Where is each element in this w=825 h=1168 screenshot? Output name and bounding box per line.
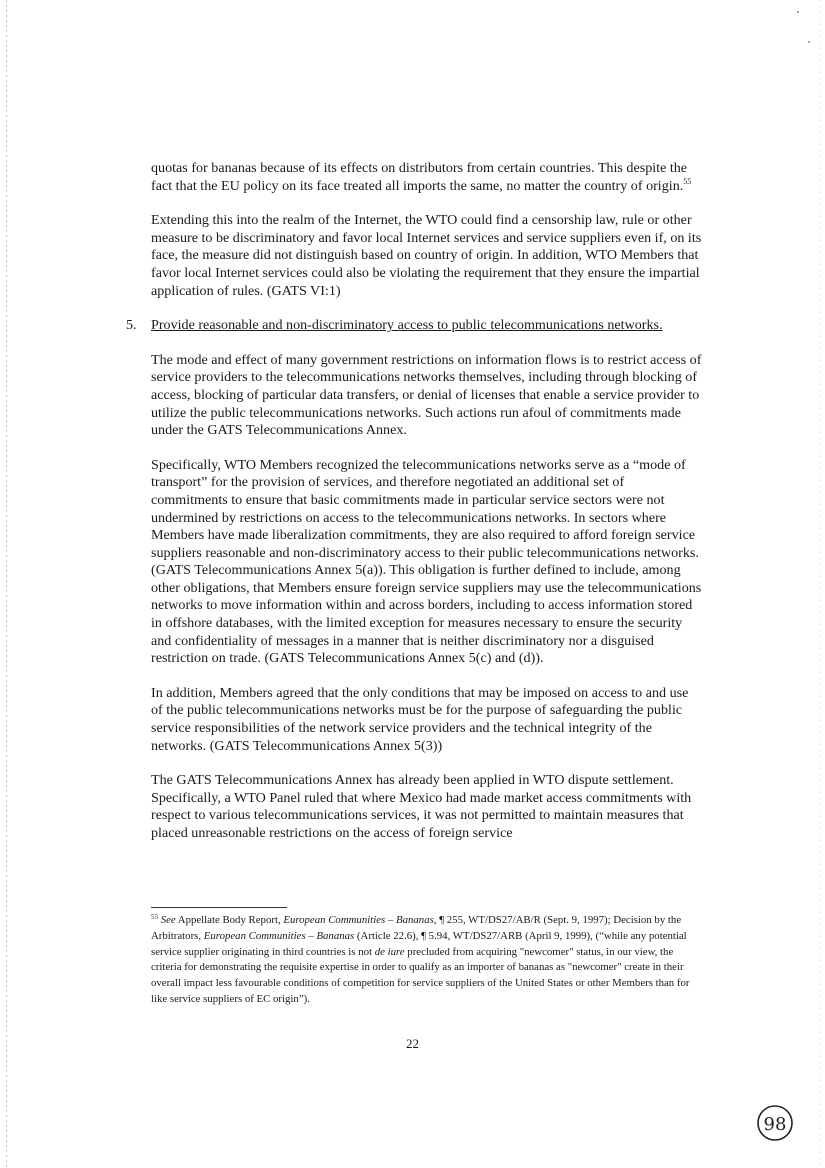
footnote-separator <box>151 907 287 908</box>
paragraph-2: Extending this into the realm of the Internet, the WTO could find a censorship law, rule or other measure to be discriminatory and favor local Internet services and service suppliers even if, on its face, the measure did not distinguish based on country of origin. In addition, WTO Members that favor local Internet services could also be violating the requirement that they ensure the impartial application of rules. (GATS VI:1) <box>151 212 702 299</box>
scan-edge-right <box>820 0 821 1168</box>
list-item-number: 5. <box>126 317 137 334</box>
paragraph-3: The mode and effect of many government restrictions on information flows is to restrict access of service providers to the telecommunications networks themselves, including through blocking of access, blocking of particular data transfers, or denial of licenses that enable a service provider to utilize the public telecommunications networks. Such actions run afoul of commitments made under the GATS Telecommunications Annex. <box>151 351 702 439</box>
scan-speck <box>797 11 799 13</box>
footnote-55: $^{55}$ See Appellate Body Report, European Communities – Bananas, ¶ 255, WT/DS27/AB/R (Sept. 9, 1997); Decision by the Arbitrators, European Communities – Bananas (Article 22.6), ¶ 5.94, WT/DS27/ARB (April 9, 1999), (“while any potential service supplier originating in third countries is not de iure precluded from acquiring "newcomer" status, in our view, the criteria for demonstrating the requisite expertise in order to qualify as an importer of bananas as "newcomer" create in their overall impact less favourable conditions of competition for service suppliers of the United States or other Members than for like service suppliers of EC origin”). <box>151 913 690 1005</box>
paragraph-6: The GATS Telecommunications Annex has already been applied in WTO dispute settlement. Specifically, a WTO Panel ruled that where Mexico had made market access commitments with respect to various telecommunications services, it was not permitted to maintain measures that placed unreasonable restrictions on the access of foreign service <box>151 772 692 841</box>
footnote-marker: 55 <box>151 913 158 921</box>
list-item-5 <box>126 317 703 335</box>
paragraph-1: quotas for bananas because of its effects on distributors from certain countries. This despite the fact that the EU policy on its face treated all imports the same, no matter the country of origin.$^{55}$ <box>151 160 692 194</box>
footnote-reference: 55 <box>683 176 692 186</box>
stamp-number: 98 <box>763 1114 787 1135</box>
page-number: 22 <box>406 1036 419 1051</box>
scan-edge-left <box>6 0 7 1168</box>
scan-speck <box>808 41 810 43</box>
list-item-heading: Provide reasonable and non-discriminatory access to public telecommunications networks. <box>151 317 663 334</box>
paragraph-4: Specifically, WTO Members recognized the telecommunications networks serve as a “mode of transport” for the provision of services, and therefore negotiated an additional set of commitments to ensure that basic commitments made in particular service sectors were not undermined by restrictions on access to the telecommunications networks. In sectors where Members have made liberalization commitments, they are also required to afford foreign service suppliers reasonable and non-discriminatory access to their public telecommunications networks. (GATS Telecommunications Annex 5(a)). This obligation is further defined to include, among other obligations, that Members ensure foreign service suppliers may use the telecommunications networks to move information within and across borders, including to access information stored in offshore databases, with the limited exception for measures necessary to ensure the security and confidentiality of messages in a manner that is neither discriminatory nor a disguised restriction on trade. (GATS Telecommunications Annex 5(c) and (d)). <box>151 456 702 667</box>
handwritten-page-stamp <box>755 1103 795 1143</box>
paragraph-5: In addition, Members agreed that the only conditions that may be imposed on access to and use of the public telecommunications networks must be for the purpose of safeguarding the public service responsibilities of the network service providers and the technical integrity of the networks. (GATS Telecommunications Annex 5(3)) <box>151 684 689 754</box>
body-text <box>126 160 703 860</box>
